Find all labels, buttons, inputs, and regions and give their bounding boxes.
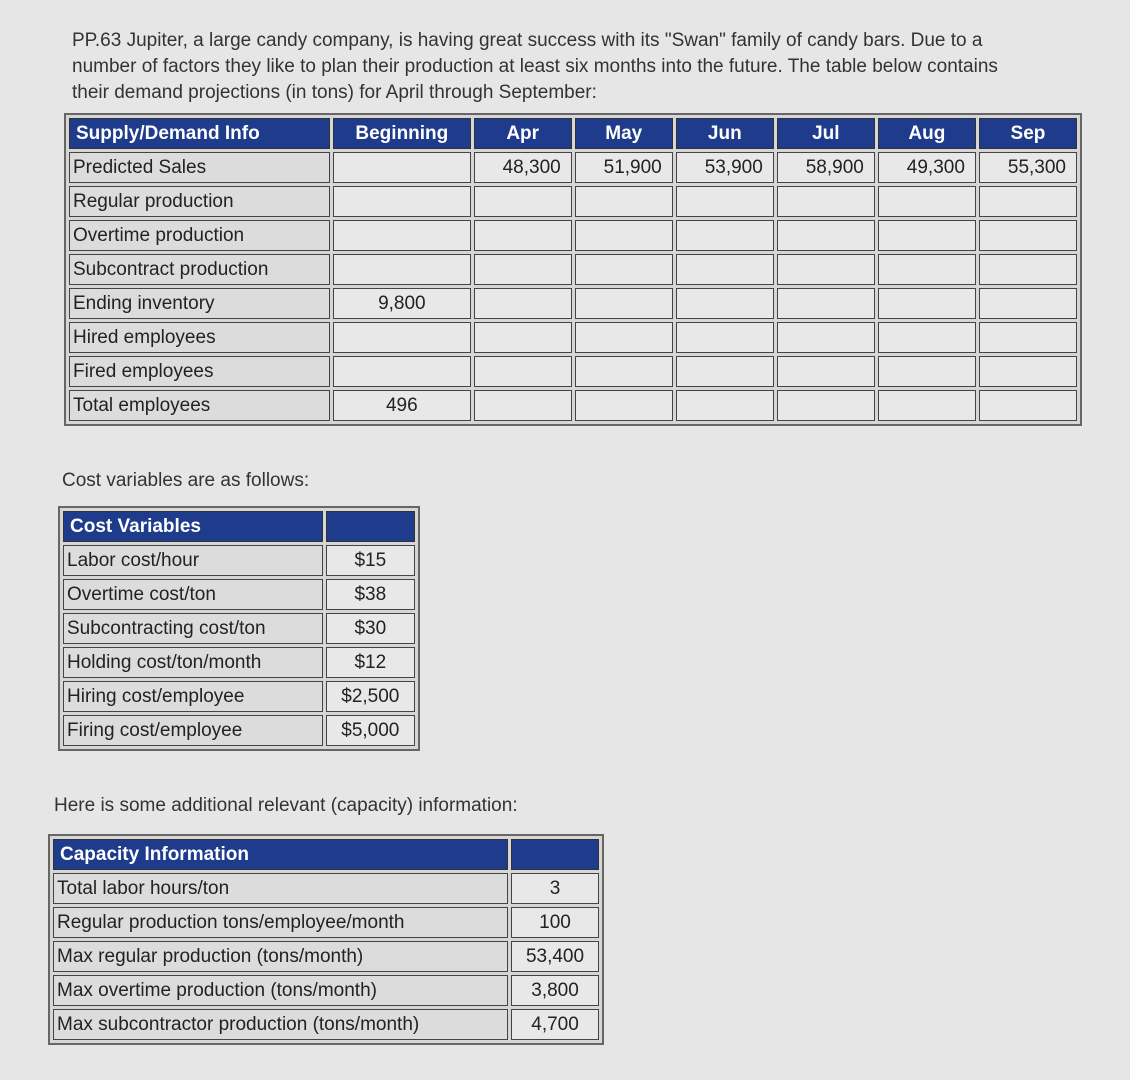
table-row: [69, 322, 1077, 353]
row-label: Hired employees: [69, 322, 330, 353]
capacity-caption: Here is some additional relevant (capacity) information:: [54, 795, 518, 816]
value-cell[interactable]: [878, 390, 976, 421]
value-cell: $12: [326, 647, 415, 678]
value-cell: 3: [511, 873, 599, 904]
value-cell[interactable]: [575, 322, 673, 353]
value-cell[interactable]: [676, 288, 774, 319]
table-row: [63, 613, 415, 644]
table-row: [63, 545, 415, 576]
row-label: Predicted Sales: [69, 152, 330, 183]
row-label: Overtime production: [69, 220, 330, 251]
table-row: [69, 220, 1077, 251]
value-cell: 48,300: [474, 152, 572, 183]
value-cell[interactable]: [878, 322, 976, 353]
header-cell: [511, 839, 599, 870]
value-cell[interactable]: [979, 186, 1077, 217]
table-row: [69, 288, 1077, 319]
header-cell: Capacity Information: [53, 839, 508, 870]
value-cell[interactable]: [676, 254, 774, 285]
table-row: [69, 390, 1077, 421]
value-cell: 53,900: [676, 152, 774, 183]
problem-statement: PP.63 Jupiter, a large candy company, is having great success with its "Swan" family of candy bars. Due to a number of factors they like to plan their production at least six months into the future. The table below contains their demand projections (in tons) for April through September:: [72, 30, 998, 103]
table-row: [53, 975, 599, 1006]
value-cell[interactable]: [676, 356, 774, 387]
table-row: [63, 715, 415, 746]
value-cell[interactable]: [777, 254, 875, 285]
beginning-cell: [333, 322, 471, 353]
header-cell: Supply/Demand Info: [69, 118, 330, 149]
value-cell[interactable]: [474, 220, 572, 251]
beginning-cell: [333, 152, 471, 183]
value-cell[interactable]: [676, 186, 774, 217]
value-cell[interactable]: [474, 288, 572, 319]
capacity-information-table: [48, 834, 604, 1045]
row-label: Fired employees: [69, 356, 330, 387]
value-cell: 49,300: [878, 152, 976, 183]
value-cell[interactable]: [979, 322, 1077, 353]
header-cell: May: [575, 118, 673, 149]
value-cell[interactable]: [777, 356, 875, 387]
value-cell: 3,800: [511, 975, 599, 1006]
row-label: Max overtime production (tons/month): [53, 975, 508, 1006]
value-cell[interactable]: [979, 390, 1077, 421]
row-label: Holding cost/ton/month: [63, 647, 323, 678]
value-cell[interactable]: [979, 220, 1077, 251]
row-label: Subcontracting cost/ton: [63, 613, 323, 644]
value-cell[interactable]: [777, 186, 875, 217]
beginning-cell: [333, 220, 471, 251]
header-cell: Jul: [777, 118, 875, 149]
value-cell: $30: [326, 613, 415, 644]
value-cell[interactable]: [474, 254, 572, 285]
header-cell: Cost Variables: [63, 511, 323, 542]
value-cell[interactable]: [575, 220, 673, 251]
cost-variables-table: [58, 506, 420, 751]
value-cell[interactable]: [878, 220, 976, 251]
value-cell: 53,400: [511, 941, 599, 972]
value-cell[interactable]: [777, 390, 875, 421]
value-cell: $15: [326, 545, 415, 576]
beginning-cell: [333, 254, 471, 285]
value-cell[interactable]: [676, 220, 774, 251]
value-cell[interactable]: [575, 186, 673, 217]
table-row: [63, 681, 415, 712]
value-cell[interactable]: [878, 186, 976, 217]
header-cell: Sep: [979, 118, 1077, 149]
cost-caption: Cost variables are as follows:: [62, 470, 310, 491]
row-label: Regular production tons/employee/month: [53, 907, 508, 938]
row-label: Firing cost/employee: [63, 715, 323, 746]
row-label: Total employees: [69, 390, 330, 421]
row-label: Ending inventory: [69, 288, 330, 319]
value-cell[interactable]: [474, 390, 572, 421]
value-cell: $38: [326, 579, 415, 610]
supply-demand-table: [64, 113, 1082, 426]
row-label: Max subcontractor production (tons/month): [53, 1009, 508, 1040]
value-cell[interactable]: [777, 322, 875, 353]
beginning-cell: 9,800: [333, 288, 471, 319]
value-cell[interactable]: [878, 254, 976, 285]
value-cell[interactable]: [979, 254, 1077, 285]
value-cell: $2,500: [326, 681, 415, 712]
value-cell[interactable]: [878, 288, 976, 319]
value-cell[interactable]: [878, 356, 976, 387]
row-label: Regular production: [69, 186, 330, 217]
value-cell: 100: [511, 907, 599, 938]
value-cell: $5,000: [326, 715, 415, 746]
value-cell[interactable]: [575, 356, 673, 387]
header-cell: [326, 511, 415, 542]
value-cell: 58,900: [777, 152, 875, 183]
value-cell[interactable]: [979, 288, 1077, 319]
table-row: [69, 254, 1077, 285]
value-cell[interactable]: [979, 356, 1077, 387]
table-row: [53, 1009, 599, 1040]
value-cell[interactable]: [676, 390, 774, 421]
row-label: Overtime cost/ton: [63, 579, 323, 610]
value-cell[interactable]: [474, 322, 572, 353]
table-row: [53, 873, 599, 904]
value-cell[interactable]: [474, 356, 572, 387]
row-label: Total labor hours/ton: [53, 873, 508, 904]
table-header-row: [63, 511, 415, 542]
value-cell[interactable]: [777, 288, 875, 319]
value-cell[interactable]: [474, 186, 572, 217]
header-cell: Aug: [878, 118, 976, 149]
value-cell: 55,300: [979, 152, 1077, 183]
beginning-cell: [333, 186, 471, 217]
table-row: [53, 941, 599, 972]
table-row: [63, 579, 415, 610]
table-row: [69, 186, 1077, 217]
value-cell: 51,900: [575, 152, 673, 183]
row-label: Hiring cost/employee: [63, 681, 323, 712]
value-cell[interactable]: [777, 220, 875, 251]
value-cell[interactable]: [575, 254, 673, 285]
row-label: Max regular production (tons/month): [53, 941, 508, 972]
table-row: [69, 152, 1077, 183]
header-cell: Beginning: [333, 118, 471, 149]
table-header-row: [69, 118, 1077, 149]
table-header-row: [53, 839, 599, 870]
beginning-cell: 496: [333, 390, 471, 421]
table-row: [63, 647, 415, 678]
table-row: [53, 907, 599, 938]
header-cell: Apr: [474, 118, 572, 149]
value-cell: 4,700: [511, 1009, 599, 1040]
value-cell[interactable]: [575, 288, 673, 319]
beginning-cell: [333, 356, 471, 387]
value-cell[interactable]: [676, 322, 774, 353]
table-row: [69, 356, 1077, 387]
value-cell[interactable]: [575, 390, 673, 421]
row-label: Labor cost/hour: [63, 545, 323, 576]
row-label: Subcontract production: [69, 254, 330, 285]
header-cell: Jun: [676, 118, 774, 149]
